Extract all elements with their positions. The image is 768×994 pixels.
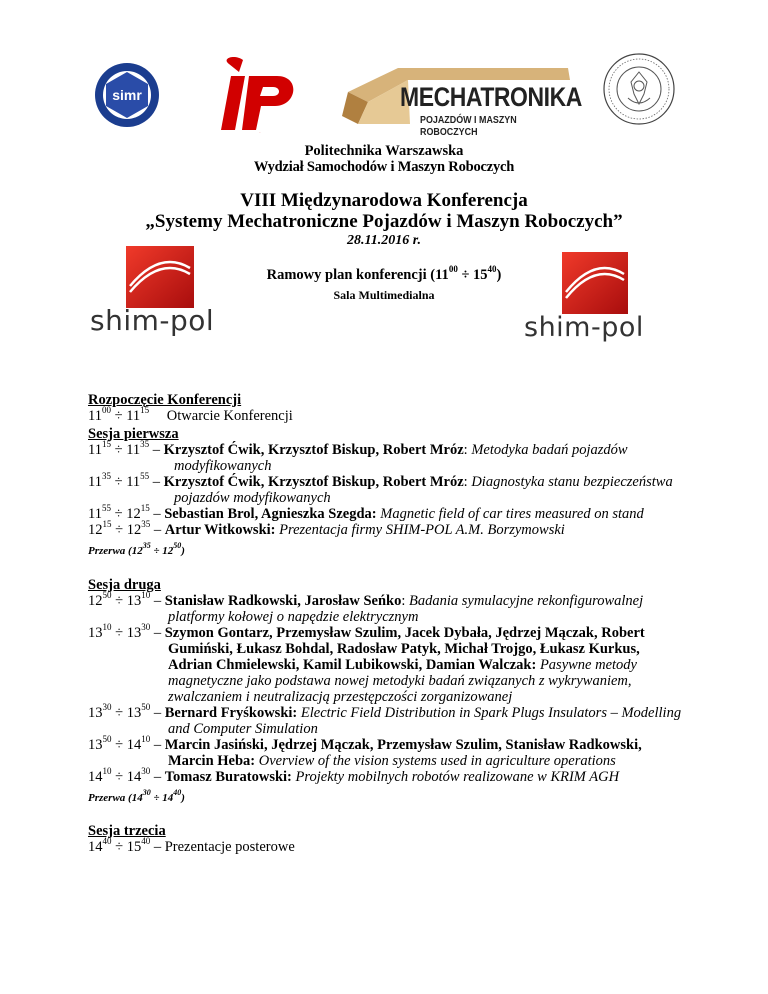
session1-item-3: $11^{55} \div 12^{15}$ – Sebastian Brol, Agnieszka Szegda: Magnetic field of car tires measured on stand (88, 503, 644, 522)
session3-section (88, 823, 295, 855)
university-name: Politechnika Warszawska (304, 143, 464, 159)
session1-item-2: $11^{35} \div 11^{55}$ – Krzysztof Ćwik, Krzysztof Biskup, Robert Mróz: Diagnostyka stanu bezpieczeństwa (88, 471, 673, 490)
faculty-name: Wydział Samochodów i Maszyn Roboczych (253, 159, 515, 175)
session1-item-1-cont: modyfikowanych (174, 458, 272, 474)
break-1: Przerwa $(12^{35} \div 12^{50})$ (88, 541, 185, 557)
session1-item-4: $12^{15} \div 12^{35}$ – Artur Witkowski: Prezentacja firmy SHIM-POL A.M. Borzymowski (88, 519, 565, 538)
opening-text: Otwarcie Konferencji (166, 408, 293, 424)
session2-item-2-title-2: magnetyczne jako podstawa nowej metodyki badań związanych z wykrywaniem, (168, 673, 632, 689)
session2-item-4: $13^{50} \div 14^{10}$ – Marcin Jasiński, Jędrzej Mączak, Przemysław Szulim, Stanisław Radkowski, (88, 734, 642, 753)
session2-item-2: $13^{10} \div 13^{30}$ – Szymon Gontarz, Przemysław Szulim, Jacek Dybała, Jędrzej Mączak, Robert (88, 622, 645, 641)
session2-item-1: $12^{50} \div 13^{10}$ – Stanisław Radkowski, Jarosław Seńko: Badania symulacyjne rekonfigurowalnej (88, 590, 644, 609)
shimpol-text-right: shim-pol (524, 312, 644, 343)
logo-bar (0, 40, 768, 150)
session3-row: $14^{40} \div 15^{40}$ – Prezentacje posterowe (88, 836, 295, 855)
session1-heading: Sesja pierwsza (88, 426, 179, 442)
session1-section (88, 426, 673, 538)
session2-section (88, 577, 681, 785)
session2-item-2-title-3: zwalczaniem i neutralizacją przestępczości zorganizowanej (168, 689, 513, 705)
session1-item-2-cont: pojazdów modyfikowanych (174, 490, 331, 506)
opening-section (88, 392, 293, 424)
session2-item-3-cont: and Computer Simulation (168, 721, 318, 737)
opening-heading: Rozpoczęcie Konferencji (88, 392, 242, 408)
session2-item-1-cont: platformy kołowej o napędzie elektrycznym (168, 609, 419, 625)
session3-text: Prezentacje posterowe (164, 839, 295, 855)
session2-item-3: $13^{30} \div 13^{50}$ – Bernard Fryśkowski: Electric Field Distribution in Spark Plugs Insulators – Modelling (88, 702, 682, 721)
ip-logo-text: IP (259, 133, 261, 134)
room-name: Sala Multimedialna (333, 288, 435, 302)
session3-heading: Sesja trzecia (88, 823, 166, 839)
session2-item-2-authors-2: Gumiński, Łukasz Bohdal, Radosław Patyk, Michał Trojgo, Łukasz Kurkus, (168, 641, 640, 657)
mechatronika-logo (338, 62, 582, 138)
conference-title: VIII Międzynarodowa Konferencja (240, 190, 528, 211)
mechatronika-subtitle: POJAZDÓW I MASZYN ROBOCZYCH (420, 114, 517, 138)
conference-name: „Systemy Mechatroniczne Pojazdów i Maszyn Roboczych” (145, 211, 623, 232)
session2-item-4-cont: Marcin Heba: Overview of the vision systems used in agriculture operations (168, 753, 616, 769)
session2-item-2-authors-3: Adrian Chmielewski, Kamil Lubikowski, Damian Walczak: Pasywne metody (168, 657, 637, 673)
university-seal (602, 52, 676, 126)
ip-logo (215, 54, 305, 134)
opening-row: $11^{00} \div 11^{15}$ Otwarcie Konferencji (88, 405, 293, 424)
session1-item-1: $11^{15} \div 11^{35}$ – Krzysztof Ćwik, Krzysztof Biskup, Robert Mróz: Metodyka badań pojazdów (88, 439, 628, 458)
simr-logo (92, 60, 162, 130)
simr-logo-text: simr (112, 87, 142, 103)
session2-heading: Sesja druga (88, 577, 161, 593)
plan-heading: Ramowy plan konferencji $(11^{00} \div 15^{40})$ (266, 264, 502, 283)
break-2: Przerwa $(14^{30} \div 14^{40})$ (88, 788, 185, 804)
conference-date: 28.11.2016 r. (347, 233, 421, 248)
shimpol-text-left: shim-pol (90, 304, 215, 337)
session2-item-5: $14^{10} \div 14^{30}$ – Tomasz Buratowski: Projekty mobilnych robotów realizowane w KRIM AGH (88, 766, 620, 785)
mechatronika-title: MECHATRONIKA (400, 82, 582, 112)
